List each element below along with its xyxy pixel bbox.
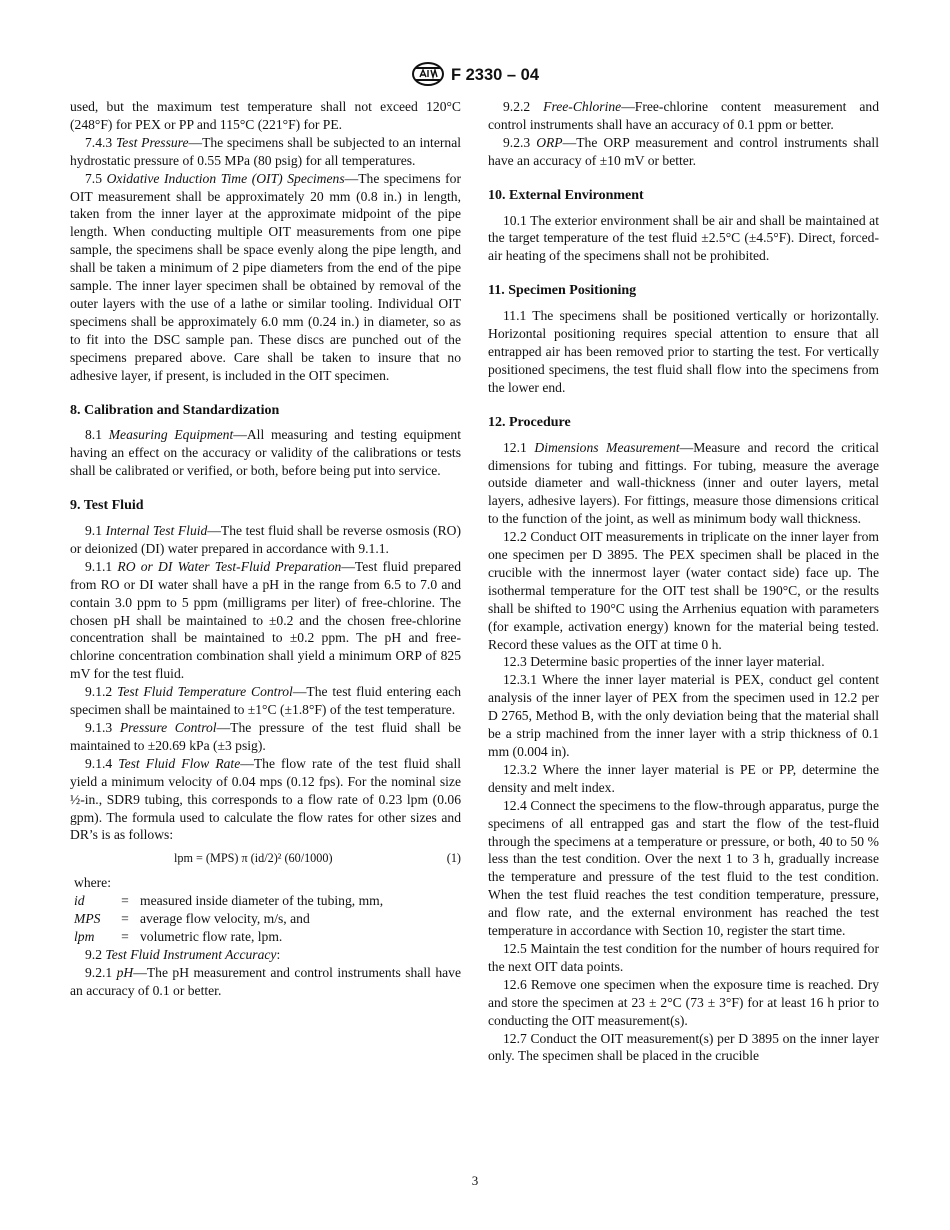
heading-section-8: 8. Calibration and Standardization <box>70 402 280 418</box>
equation-formula: lpm = (MPS) π (id/2)² (60/1000) <box>174 851 333 866</box>
section-9-2-2: 9.2.2 Free-Chlorine—Free-chlorine content measurement and control instruments shall have an accuracy of 0.1 ppm or better. <box>488 99 879 132</box>
equation-number: (1) <box>446 851 461 866</box>
page-header <box>0 62 950 86</box>
section-12-3-1: 12.3.1 Where the inner layer material is PEX, conduct gel content analysis of the inner layer of PEX from the specimen used in 12.2 per D 2765, Method B, with the only deviation being that the material shall be a strip machined from the inner layer with a strip thickness of 0.1 mm (0.004 in). <box>488 672 879 759</box>
section-12-6: 12.6 Remove one specimen when the exposure time is reached. Dry and store the specimen at 23 ± 2°C (73 ± 3°F) for at least 16 h prior to conducting the OIT measurement(s). <box>488 976 879 1028</box>
section-9-2: 9.2 Test Fluid Instrument Accuracy: <box>85 946 281 962</box>
definition-symbol: MPS <box>74 911 101 927</box>
definition-symbol: id <box>74 893 85 909</box>
definition-row <box>74 910 383 928</box>
definition-equals: = <box>121 928 129 944</box>
left-column <box>70 98 461 1000</box>
definition-text: volumetric flow rate, lpm. <box>140 928 283 944</box>
section-12-5: 12.5 Maintain the test condition for the number of hours required for the next OIT data points. <box>488 940 879 974</box>
definition-row <box>74 928 383 946</box>
definition-equals: = <box>121 893 129 909</box>
heading-section-9: 9. Test Fluid <box>70 498 144 514</box>
section-9-1-2: 9.1.2 Test Fluid Temperature Control—The test fluid entering each specimen shall be maintained to ±1°C (±1.8°F) of the test temperature. <box>70 684 462 718</box>
heading-section-11: 11. Specimen Positioning <box>488 283 637 299</box>
section-11-1: 11.1 The specimens shall be positioned vertically or horizontally. Horizontal positioning requires special attention to ensure that all entrapped air has been removed prior to starting the test. For vertically positioned specimens, the test fluid shall flow into the specimens from the lower end. <box>488 308 879 395</box>
section-12-4: 12.4 Connect the specimens to the flow-through apparatus, purge the specimens of all entrapped gas and start the flow of the test-fluid through the specimens at a temperature or pressure, or both, 40 to 50 % less than the test condition. Over the next 1 to 3 h, gradually increase the temperature and pressure of the test fluid to the test condition. When the test fluid reaches the test condition temperature, pressure, and flow rate, and the external environment has reached the test temperature in accordance with Section 10, register the start time. <box>488 797 879 939</box>
definition-equals: = <box>121 911 129 927</box>
section-12-2: 12.2 Conduct OIT measurements in triplicate on the inner layer from one specimen per D 3895. The PEX specimen shall be placed in the crucible with the innermost layer (water contact side) face up. The isothermal temperature for the OIT test shall be 190°C, or the results shall be shifted to 190°C using the Arrhenius equation with parameters (for example, activation energy) known for the material being tested. Record these values as the OIT at time 0 h. <box>488 529 879 652</box>
where-label: where: <box>74 875 111 891</box>
paragraph-7-4-2-continued: used, but the maximum test temperature shall not exceed 120°C (248°F) for PEX or PP and 115°C (221°F) for PE. <box>70 99 461 132</box>
section-12-3-2: 12.3.2 Where the inner layer material is PE or PP, determine the density and melt index. <box>488 761 879 795</box>
definition-text: measured inside diameter of the tubing, mm, <box>140 893 384 909</box>
heading-section-12: 12. Procedure <box>488 414 571 430</box>
section-9-1: 9.1 Internal Test Fluid—The test fluid shall be reverse osmosis (RO) or deionized (DI) water prepared in accordance with 9.1.1. <box>70 523 461 556</box>
section-8-1: 8.1 Measuring Equipment—All measuring and testing equipment having an effect on the accuracy or validity of the calibrations or tests shall be calibrated or verified, or both, before being put into service. <box>70 427 461 479</box>
section-9-1-4: 9.1.4 Test Fluid Flow Rate—The flow rate of the test fluid shall yield a minimum velocity of 0.04 mps (0.12 fps). For the nominal size ½-in., SDR9 tubing, this corresponds to a flow rate of 0.23 lpm (0.06 gpm). The formula used to calculate the flow rates for other sizes and DR’s is as follows: <box>70 755 461 843</box>
definition-symbol: lpm <box>74 928 95 944</box>
section-10-1: 10.1 The exterior environment shall be air and shall be maintained at the target temperature of the test fluid ±2.5°C (±4.5°F). Direct, forced-air heating of the specimens shall not be prohibited. <box>488 212 879 264</box>
section-9-1-3: 9.1.3 Pressure Control—The pressure of the test fluid shall be maintained to ±20.69 kPa (±3 psig). <box>70 720 461 753</box>
variable-definitions <box>74 892 383 946</box>
section-9-2-3: 9.2.3 ORP—The ORP measurement and control instruments shall have an accuracy of ±10 mV or better. <box>488 134 879 168</box>
where-block <box>70 874 461 946</box>
section-12-3: 12.3 Determine basic properties of the inner layer material. <box>503 654 825 670</box>
definition-text: average flow velocity, m/s, and <box>140 911 310 927</box>
right-column <box>488 98 879 1065</box>
definition-row <box>74 892 383 910</box>
equation-1 <box>70 850 461 868</box>
section-7-5: 7.5 Oxidative Induction Time (OIT) Specimens—The specimens for OIT measurement shall be approximately 20 mm (0.8 in.) in length, taken from the inner layer at the approximate midpoint of the pipe length. When conducting multiple OIT measurements from one pipe sample, the specimens shall be space evenly along the pipe length, and shall be taken a minimum of 2 pipe diameters from the end of the pipe sample. The inner layer specimen shall be obtained by removal of the outer layers with the use of a lathe or similar tooling. Individual OIT specimens shall be approximately 6.0 mm (0.24 in.) in diameter, so as to fit into the DSC sample pan. These discs are punched out of the specimens prepared above. Care shall be taken to insure that no adhesive layer, if present, is included in the OIT specimen. <box>70 170 461 383</box>
page-number: 3 <box>471 1173 479 1188</box>
section-12-1: 12.1 Dimensions Measurement—Measure and record the critical dimensions for tubing and fittings. For tubing, measure the average outside diameter and wall-thickness (inner and outer layers, metal layers, adhesive layers). For fittings, measure those dimensions critical to the function of the joint, as well as minimum body wall thickness. <box>488 439 879 527</box>
section-9-1-1: 9.1.1 RO or DI Water Test-Fluid Preparation—Test fluid prepared from RO or DI water shall have a pH in the range from 6.5 to 7.0 and contain 3.0 ppm to 5 ppm (milligrams per liter) of free-chlorine. The chosen pH shall be maintained to ±0.2 and the chosen free-chlorine concentration shall be maintained to ±0.2 ppm. The pH and free-chlorine concentration combination shall yield a minimum ORP of 825 mV for the test fluid. <box>70 558 461 682</box>
designation: F 2330 – 04 <box>450 66 540 84</box>
section-7-4-3: 7.4.3 Test Pressure—The specimens shall be subjected to an internal hydrostatic pressure of 0.55 MPa (80 psig) for all temperatures. <box>70 134 462 168</box>
section-12-7: 12.7 Conduct the OIT measurement(s) per D 3895 on the inner layer only. The specimen shall be placed in the crucible <box>488 1030 879 1064</box>
section-9-2-1: 9.2.1 pH—The pH measurement and control instruments shall have an accuracy of 0.1 or better. <box>70 964 461 998</box>
heading-section-10: 10. External Environment <box>488 187 644 203</box>
astm-logo-icon <box>411 62 445 86</box>
